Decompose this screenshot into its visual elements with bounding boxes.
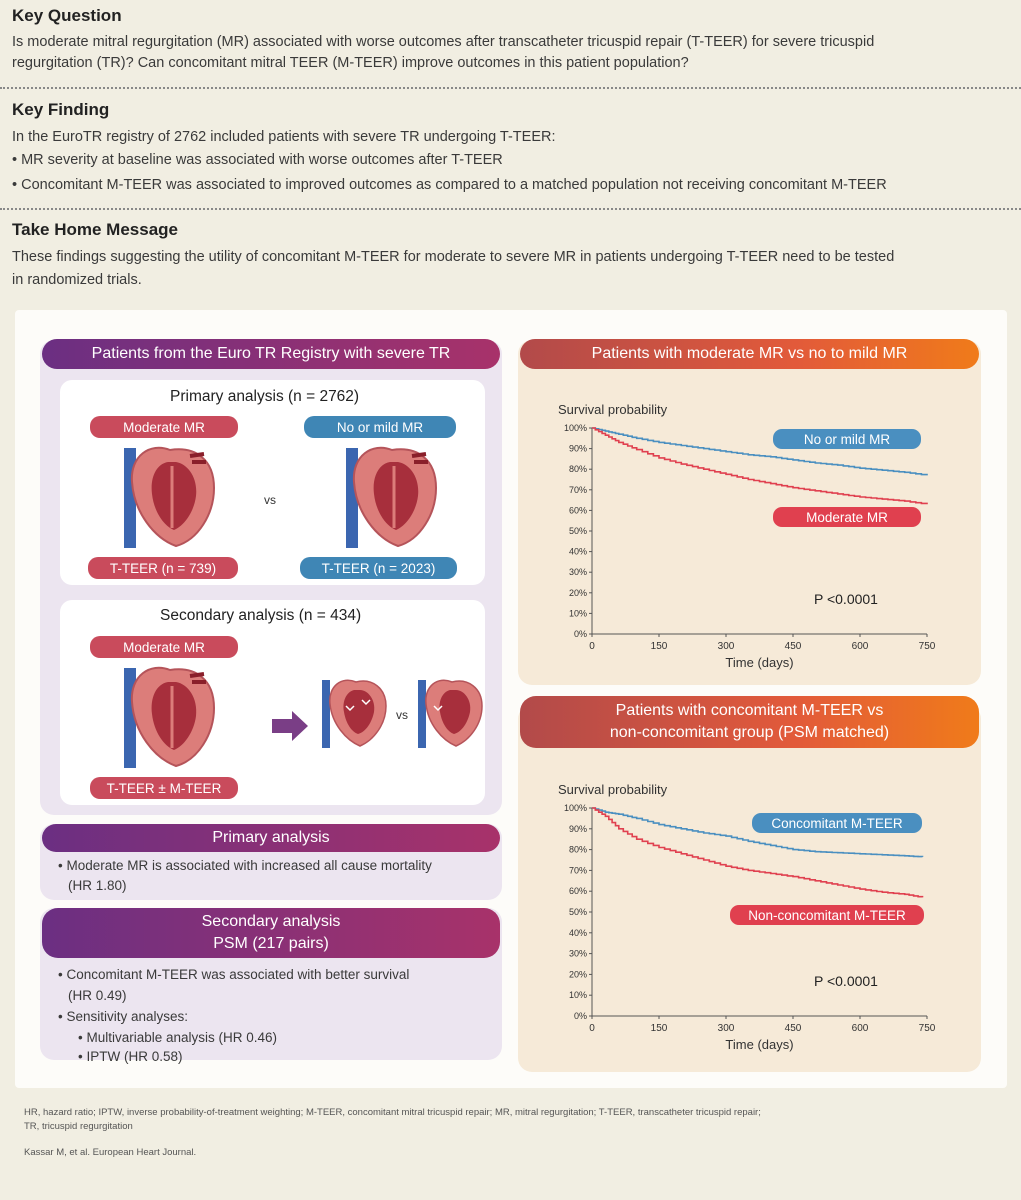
secondary-banner-line2: PSM (217 pairs) <box>213 935 329 952</box>
y-tick-label: 30% <box>568 567 587 578</box>
vs-label: vs <box>264 493 276 507</box>
km-chart-moderate-vs-mild <box>530 390 970 680</box>
moderate-mr-pill: Moderate MR <box>90 416 238 438</box>
legend-label: Non-concomitant M-TEER <box>748 908 906 923</box>
divider <box>0 208 1021 210</box>
y-tick-label: 40% <box>568 927 587 938</box>
y-axis-label: Survival probability <box>558 782 668 797</box>
secondary-banner-line1: Secondary analysis <box>201 913 341 930</box>
heart-icon <box>110 662 230 774</box>
secondary-result-line: • Concomitant M-TEER was associated with better survival <box>58 967 410 982</box>
registry-banner: Patients from the Euro TR Registry with severe TR <box>42 339 500 369</box>
secondary-analysis-banner <box>42 908 500 958</box>
y-tick-label: 60% <box>568 505 587 516</box>
x-tick-label: 150 <box>650 641 668 652</box>
sensitivity-label: • Sensitivity analyses: <box>58 1009 189 1024</box>
x-tick-label: 600 <box>851 1023 869 1034</box>
x-tick-label: 0 <box>589 641 595 652</box>
legend-label: Moderate MR <box>806 510 888 525</box>
key-question-line1: Is moderate mitral regurgitation (MR) associated with worse outcomes after transcatheter tricuspid repair (T-TEER) for severe tricuspid <box>12 34 875 50</box>
secondary-result-hr: (HR 0.49) <box>68 988 127 1003</box>
x-tick-label: 150 <box>650 1023 668 1034</box>
y-tick-label: 0% <box>573 1011 587 1021</box>
heart-repaired-icon <box>412 676 488 752</box>
key-finding-title: Key Finding <box>12 100 110 119</box>
tteer-739-pill: T-TEER (n = 739) <box>88 557 238 579</box>
x-tick-label: 450 <box>784 1023 802 1034</box>
y-tick-label: 40% <box>568 546 587 557</box>
abbreviations-line1: HR, hazard ratio; IPTW, inverse probability-of-treatment weighting; M-TEER, concomitant mitral tricuspid repair; MR, mitral regurgitation; T-TEER, transcatheter tricuspid repair; <box>24 1107 761 1118</box>
y-tick-label: 100% <box>563 423 587 433</box>
y-tick-label: 30% <box>568 948 587 959</box>
take-home-line1: These findings suggesting the utility of concomitant M-TEER for moderate to severe MR in patients undergoing T-TEER need to be tested <box>12 249 895 265</box>
y-tick-label: 60% <box>568 886 587 897</box>
km2-banner-line2: non-concomitant group (PSM matched) <box>609 724 890 741</box>
y-tick-label: 80% <box>568 844 587 855</box>
km1-banner: Patients with moderate MR vs no to mild MR <box>520 339 979 369</box>
sensitivity-iptw: • IPTW (HR 0.58) <box>78 1049 183 1064</box>
abbreviations-line2: TR, tricuspid regurgitation <box>24 1121 133 1132</box>
primary-analysis-banner: Primary analysis <box>42 824 500 852</box>
tteer-2023-pill: T-TEER (n = 2023) <box>300 557 457 579</box>
y-axis-label: Survival probability <box>558 402 668 417</box>
key-question-title: Key Question <box>12 6 122 25</box>
y-tick-label: 70% <box>568 865 587 876</box>
moderate-mr-pill: Moderate MR <box>90 636 238 658</box>
key-question-line2: regurgitation (TR)? Can concomitant mitral TEER (M-TEER) improve outcomes in this patient population? <box>12 55 689 71</box>
citation: Kassar M, et al. European Heart Journal. <box>24 1147 197 1158</box>
y-tick-label: 20% <box>568 969 587 980</box>
p-value-annotation: P <0.0001 <box>814 973 878 989</box>
no-mild-mr-pill: No or mild MR <box>304 416 456 438</box>
arrow-right-icon <box>270 708 310 744</box>
x-tick-label: 300 <box>717 641 735 652</box>
x-tick-label: 750 <box>918 641 936 652</box>
divider <box>0 87 1021 89</box>
sensitivity-multivariable: • Multivariable analysis (HR 0.46) <box>78 1030 278 1045</box>
heart-icon <box>110 442 230 554</box>
key-finding-bullet: • Concomitant M-TEER was associated to improved outcomes as compared to a matched population not receiving concomitant M-TEER <box>12 177 887 193</box>
y-tick-label: 100% <box>563 803 587 813</box>
y-tick-label: 20% <box>568 587 587 598</box>
legend-label: Concomitant M-TEER <box>771 816 903 831</box>
vs-label: vs <box>396 708 408 722</box>
x-tick-label: 300 <box>717 1023 735 1034</box>
p-value-annotation: P <0.0001 <box>814 591 878 607</box>
primary-result-hr: (HR 1.80) <box>68 878 127 893</box>
tteer-mteer-pill: T-TEER ± M-TEER <box>90 777 238 799</box>
legend-label: No or mild MR <box>803 432 891 447</box>
key-finding-bullet: • MR severity at baseline was associated with worse outcomes after T-TEER <box>12 152 503 168</box>
y-tick-label: 0% <box>573 629 587 639</box>
y-tick-label: 70% <box>568 484 587 495</box>
primary-analysis-title: Primary analysis (n = 2762) <box>170 388 360 405</box>
take-home-title: Take Home Message <box>12 220 178 239</box>
primary-result-line: • Moderate MR is associated with increased all cause mortality <box>58 858 432 873</box>
y-tick-label: 90% <box>568 823 587 834</box>
take-home-line2: in randomized trials. <box>12 272 142 288</box>
x-axis-label: Time (days) <box>725 655 794 670</box>
km-chart-concomitant <box>530 772 970 1067</box>
x-tick-label: 750 <box>918 1023 936 1034</box>
key-finding-intro: In the EuroTR registry of 2762 included patients with severe TR undergoing T-TEER: <box>12 129 556 145</box>
x-tick-label: 0 <box>589 1023 595 1034</box>
y-tick-label: 10% <box>568 608 587 619</box>
y-tick-label: 10% <box>568 990 587 1001</box>
km2-banner-line1: Patients with concomitant M-TEER vs <box>615 702 884 719</box>
secondary-analysis-title: Secondary analysis (n = 434) <box>160 607 362 624</box>
x-axis-label: Time (days) <box>725 1037 794 1052</box>
km2-banner <box>520 696 979 748</box>
y-tick-label: 50% <box>568 526 587 536</box>
heart-repaired-icon <box>316 676 392 752</box>
x-tick-label: 600 <box>851 641 869 652</box>
y-tick-label: 80% <box>568 464 587 475</box>
y-tick-label: 90% <box>568 443 587 454</box>
heart-icon <box>332 442 452 554</box>
y-tick-label: 50% <box>568 907 587 917</box>
x-tick-label: 450 <box>784 641 802 652</box>
